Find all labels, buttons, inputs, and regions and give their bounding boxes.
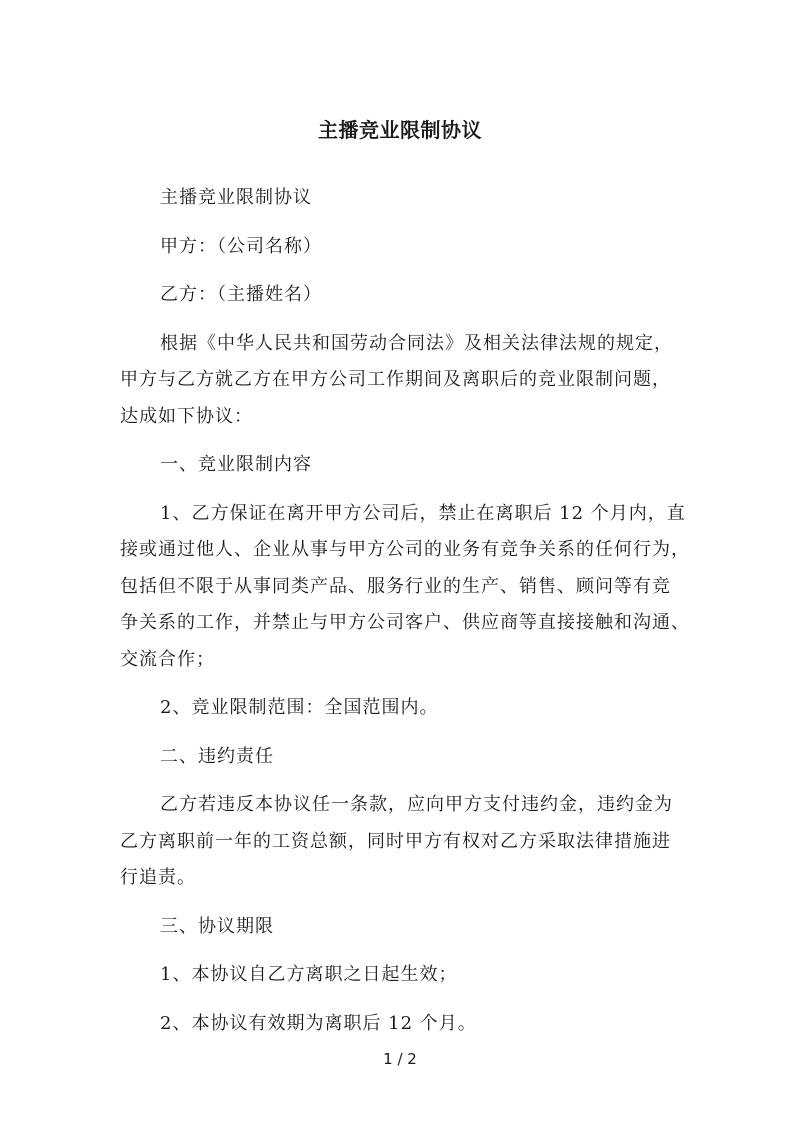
- section-heading-3: [120, 909, 700, 946]
- paragraph-line: 二、违约责任: [160, 745, 274, 767]
- paragraph-line: 2、竞业限制范围：全国范围内。: [160, 697, 439, 718]
- paragraph-line: 乙方：（主播姓名）: [160, 284, 322, 305]
- clause-1-1: [120, 496, 700, 679]
- party-a: [120, 229, 700, 266]
- paragraph-line: 1、本协议自乙方离职之日起生效；: [160, 964, 458, 985]
- clause-3-2: [120, 1006, 700, 1043]
- preamble-paragraph: [120, 326, 700, 436]
- document-body: [120, 180, 700, 1054]
- paragraph-line: 接或通过他人、企业从事与甲方公司的业务有竞争关系的任何行为，: [120, 539, 690, 560]
- document-title: 主播竞业限制协议: [318, 118, 482, 142]
- paragraph-line: 包括但不限于从事同类产品、服务行业的生产、销售、顾问等有竞: [120, 575, 671, 597]
- page-number: 1 / 2: [383, 1050, 417, 1068]
- paragraph-line: 交流合作；: [120, 648, 215, 670]
- clause-3-1: [120, 957, 700, 994]
- paragraph-line: 行追责。: [120, 867, 196, 888]
- paragraph-heading: [120, 180, 700, 217]
- paragraph-line: 三、协议期限: [160, 915, 274, 937]
- clause-1-2: [120, 690, 700, 727]
- paragraph-line: 甲方：（公司名称）: [160, 235, 322, 257]
- clause-2: [120, 787, 700, 897]
- paragraph-line: 1、乙方保证在离开甲方公司后，禁止在离职后 12 个月内，直: [160, 502, 686, 524]
- section-heading-1: [120, 447, 700, 484]
- paragraph-line: 甲方与乙方就乙方在甲方公司工作期间及离职后的竞业限制问题，: [120, 369, 671, 390]
- paragraph-line: 达成如下协议：: [120, 405, 253, 427]
- party-b: [120, 277, 700, 314]
- section-heading-2: [120, 739, 700, 776]
- paragraph-line: 乙方若违反本协议任一条款，应向甲方支付违约金，违约金为: [160, 794, 673, 815]
- paragraph-line: 争关系的工作，并禁止与甲方公司客户、供应商等直接接触和沟通、: [120, 612, 690, 633]
- paragraph-line: 主播竞业限制协议: [160, 187, 312, 208]
- paragraph-line: 2、本协议有效期为离职后 12 个月。: [160, 1012, 477, 1034]
- paragraph-line: 一、竞业限制内容: [160, 454, 312, 475]
- paragraph-line: 根据《中华人民共和国劳动合同法》及相关法律法规的规定，: [160, 332, 673, 354]
- paragraph-line: 乙方离职前一年的工资总额，同时甲方有权对乙方采取法律措施进: [120, 830, 671, 852]
